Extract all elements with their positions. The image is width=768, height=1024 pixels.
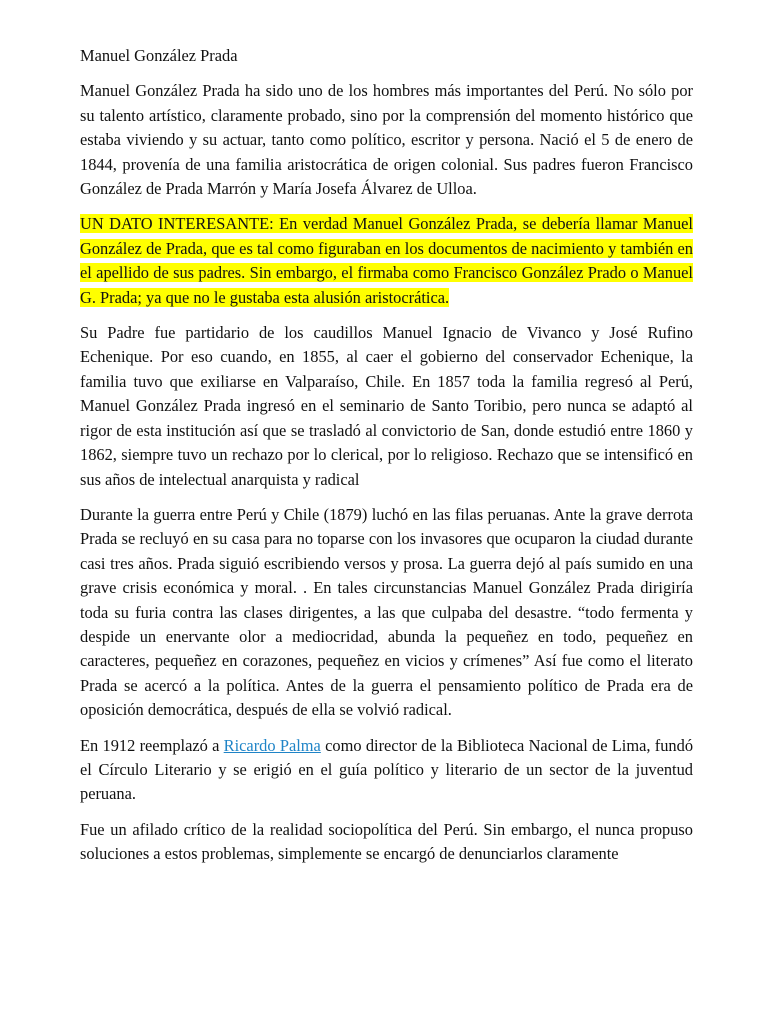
paragraph-biblioteca-text-after: como director de la Biblioteca Nacional de Lima, fundó el Círculo Literario y se erigió en el guía político y literario de un sector de la juventud peruana. (80, 735, 694, 804)
paragraph-padre: Su Padre fue partidario de los caudillos Manuel Ignacio de Vivanco y José Rufino Echenique. Por eso cuando, en 1855, al caer el gobierno del conservador Echenique, la familia tuvo que exiliarse en Valparaíso, Chile. En 1857 toda la familia regresó al Perú, Manuel González Prada ingresó en el seminario de Santo Toribio, pero nunca se adaptó al rigor de esta institución así que se trasladó al convictorio de San, donde estudió entre 1860 y 1862, siempre tuvo un rechazo por lo clerical, por lo religioso. Rechazo que se intensificó en sus años de intelectual anarquista y radical (80, 323, 693, 489)
paragraph-critico: Fue un afilado crítico de la realidad sociopolítica del Perú. Sin embargo, el nunca propuso soluciones a estos problemas, simplemente se encargó de denunciarlos claramente (80, 819, 693, 864)
paragraph-biblioteca (80, 734, 693, 807)
ricardo-palma-link[interactable]: Ricardo Palma (223, 735, 321, 755)
paragraph-guerra: Durante la guerra entre Perú y Chile (1879) luchó en las filas peruanas. Ante la grave derrota Prada se recluyó en su casa para no toparse con los invasores que ocuparon la ciudad durante casi tres años. Prada siguió escribiendo versos y prosa. La guerra dejó al país sumido en una grave crisis económica y moral. . En tales circunstancias Manuel González Prada dirigiría toda su furia contra las clases dirigentes, a las que culpaba del desastre. “todo fermenta y despide un enervante olor a mediocridad, abunda la pequeñez en todo, pequeñez en caracteres, pequeñez en corazones, pequeñez en vicios y crímenes” Así fue como el literato Prada se acercó a la política. Antes de la guerra el pensamiento político de Prada era de oposición democrática, después de ella se volvió radical. (80, 504, 693, 720)
highlighted-text: UN DATO INTERESANTE: En verdad Manuel González Prada, se debería llamar Manuel González de Prada, que es tal como figuraban en los documentos de nacimiento y también en el apellido de sus padres. Sin embargo, el firmaba como Francisco González Prado o Manuel G. Prada; ya que no le gustaba esta alusión aristocrática. (80, 214, 693, 307)
paragraph-intro: Manuel González Prada ha sido uno de los hombres más importantes del Perú. No sólo por su talento artístico, claramente probado, sino por la comprensión del momento histórico que estaba viviendo y su actuar, tanto como político, escritor y persona. Nació el 5 de enero de 1844, provenía de una familia aristocrática de origen colonial. Sus padres fueron Francisco González de Prada Marrón y María Josefa Álvarez de Ulloa. (80, 81, 693, 199)
paragraph-biblioteca-text-before: En 1912 reemplazó a (80, 735, 224, 755)
document-title: Manuel González Prada (80, 46, 238, 65)
document-page (80, 44, 693, 878)
paragraph-dato-interesante (80, 212, 693, 310)
